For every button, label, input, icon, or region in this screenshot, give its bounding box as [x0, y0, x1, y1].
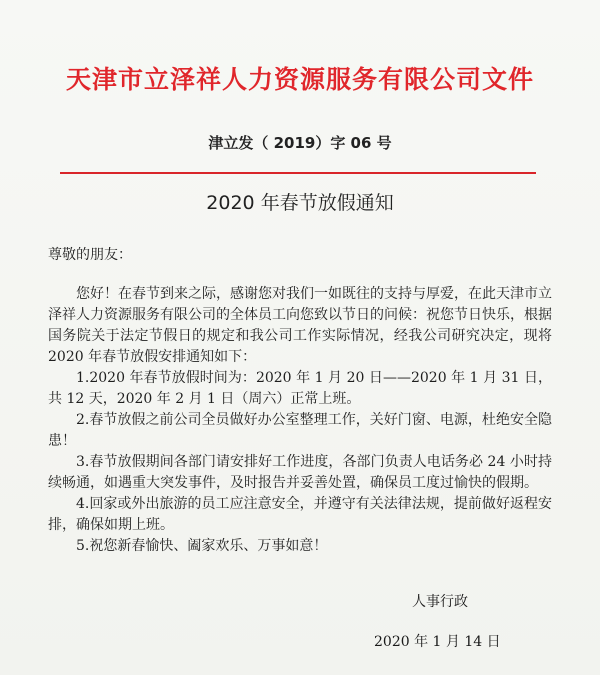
header-divider-line: [60, 172, 536, 174]
notice-item-2: 2.春节放假之前公司全员做好办公室整理工作，关好门窗、电源，杜绝安全隐患！: [48, 412, 552, 449]
notice-item-5: 5.祝您新春愉快、阖家欢乐、万事如意！: [76, 538, 328, 554]
company-header-title: 天津市立泽祥人力资源服务有限公司文件: [65, 65, 534, 94]
notice-title: 2020 年春节放假通知: [206, 192, 394, 214]
issue-date: 2020 年 1 月 14 日: [374, 634, 501, 650]
intro-paragraph: 您好！在春节到来之际，感谢您对我们一如既往的支持与厚爱，在此天津市立泽祥人力资源服务有限公司的全体员工向您致以节日的问候：祝您节日快乐，根据国务院关于法定节假日的规定和我公司工作实际情况，经我公司研究决定，现将 2020 年春节放假安排通知如下：: [48, 286, 552, 365]
notice-body: [48, 284, 552, 557]
notice-item-4: 4.回家或外出旅游的员工应注意安全，并遵守有关法律法规，提前做好返程安排，确保如期上班。: [48, 496, 552, 533]
salutation: 尊敬的朋友：: [48, 247, 132, 263]
notice-item-1: 1.2020 年春节放假时间为：2020 年 1 月 20 日——2020 年 1 月 31 日，共 12 天，2020 年 2 月 1 日（周六）正常上班。: [48, 370, 552, 407]
notice-item-3: 3.春节放假期间各部门请安排好工作进度，各部门负责人电话务必 24 小时持续畅通，如遇重大突发事件，及时报告并妥善处置，确保员工度过愉快的假期。: [48, 454, 552, 491]
document-number: 津立发（ 2019）字 06 号: [208, 134, 392, 152]
signature-department: 人事行政: [412, 594, 468, 610]
